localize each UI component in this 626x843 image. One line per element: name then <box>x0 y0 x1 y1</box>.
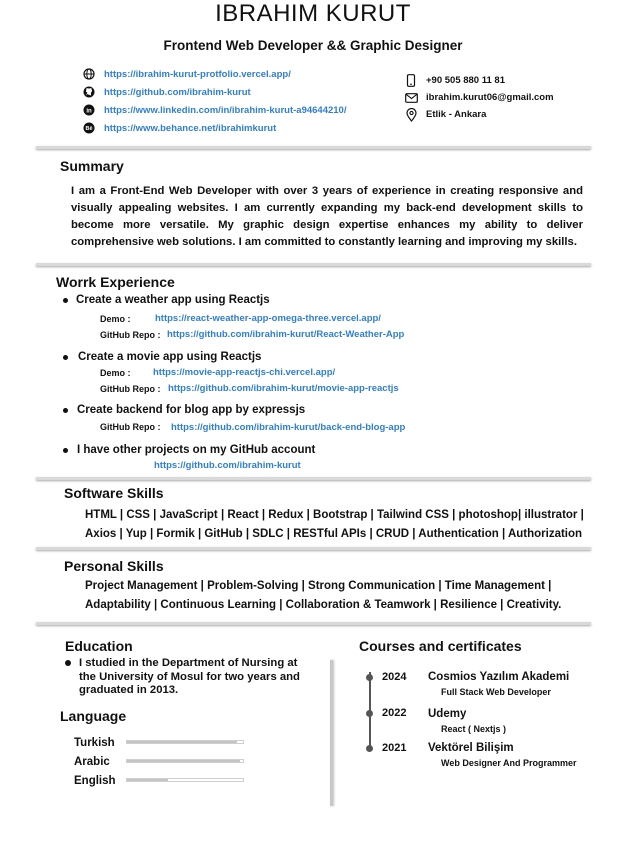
software-skills-heading: Software Skills <box>64 485 164 501</box>
language-list <box>74 733 254 790</box>
github-profile-link[interactable]: https://github.com/ibrahim-kurut <box>154 460 301 471</box>
repo-link[interactable]: https://github.com/ibrahim-kurut/back-end-blog-app <box>171 422 406 433</box>
summary-heading: Summary <box>60 158 124 174</box>
language-row <box>74 733 254 752</box>
experience-item-title <box>63 444 315 456</box>
github-link[interactable]: https://github.com/ibrahim-kurut <box>104 86 251 98</box>
course-title: Vektörel Bilişim <box>428 742 514 754</box>
divider <box>36 477 591 480</box>
bullet-icon <box>63 298 68 303</box>
phone-icon <box>404 74 418 88</box>
contact-list <box>404 72 554 123</box>
experience-title-text: I have other projects on my GitHub account <box>77 444 316 456</box>
language-level-fill <box>127 741 237 743</box>
link-row-github <box>82 83 346 101</box>
portfolio-link[interactable]: https://ibrahim-kurut-protfolio.vercel.app/ <box>104 68 291 80</box>
links-list <box>82 65 346 137</box>
experience-title-text: Create a weather app using Reactjs <box>76 294 270 306</box>
behance-link[interactable]: https://www.behance.net/ibrahimkurut <box>104 122 277 134</box>
location: Etlik - Ankara <box>426 109 487 120</box>
timeline-dot <box>366 745 373 752</box>
demo-label: Demo : <box>100 314 131 324</box>
divider <box>36 622 591 625</box>
education-text: I studied in the Department of Nursing at the University of Mosul for two years and graduated in 2013. <box>79 657 300 696</box>
language-level-bar <box>126 740 244 744</box>
candidate-role: Frontend Web Developer && Graphic Designer <box>163 38 463 53</box>
course-year: 2021 <box>382 742 407 754</box>
svg-text:Bē: Bē <box>85 126 93 133</box>
link-row-portfolio <box>82 65 346 83</box>
language-level-fill <box>127 779 168 781</box>
language-row <box>74 771 254 790</box>
repo-link[interactable]: https://github.com/ibrahim-kurut/React-Weather-App <box>167 329 405 340</box>
language-heading: Language <box>60 708 127 724</box>
experience-item-title <box>63 351 261 363</box>
contact-row-location <box>404 106 554 123</box>
courses-heading: Courses and certificates <box>359 638 522 654</box>
course-title: Udemy <box>428 708 467 720</box>
timeline-dot <box>366 674 373 681</box>
repo-label: GitHub Repo : <box>100 422 161 432</box>
personal-skills-line: Adaptability | Continuous Learning | Collaboration & Teamwork | Resilience | Creativity. <box>85 599 562 611</box>
behance-icon <box>82 121 96 135</box>
bullet-icon <box>65 660 71 666</box>
software-skills-line: Axios | Yup | Formik | GitHub | SDLC | RESTful APIs | CRUD | Authentication | Authorization <box>85 528 583 540</box>
personal-skills-line: Project Management | Problem-Solving | Strong Communication | Time Management | <box>85 580 552 592</box>
experience-title-text: Create backend for blog app by expressjs <box>77 404 306 416</box>
personal-skills-heading: Personal Skills <box>64 558 164 574</box>
course-subtitle: Web Designer And Programmer <box>441 758 577 768</box>
divider <box>36 547 591 550</box>
language-row <box>74 752 254 771</box>
course-title: Cosmios Yazılım Akademi <box>428 671 570 683</box>
bullet-icon <box>63 355 68 360</box>
globe-icon <box>82 67 96 81</box>
education-heading: Education <box>65 638 133 654</box>
column-divider <box>330 660 333 806</box>
course-subtitle: React ( Nextjs ) <box>441 724 507 734</box>
language-level-fill <box>127 760 240 762</box>
course-subtitle: Full Stack Web Developer <box>441 687 551 697</box>
email-address[interactable]: ibrahim.kurut06@gmail.com <box>426 92 554 103</box>
phone-number[interactable]: +90 505 880 11 81 <box>426 75 505 86</box>
github-icon <box>82 85 96 99</box>
demo-link[interactable]: https://react-weather-app-omega-three.vercel.app/ <box>155 313 381 324</box>
svg-text:in: in <box>86 108 92 115</box>
language-name: English <box>74 774 116 787</box>
language-level-bar <box>126 778 244 782</box>
location-pin-icon <box>404 108 418 122</box>
repo-label: GitHub Repo : <box>100 384 161 394</box>
summary-text: I am a Front-End Web Developer with over 3 years of experience in creating responsive and visually appealing websites. I am currently expanding my back-end development skills to become more versatile. My graphic design expertise enhances my ability to deliver comprehensive web solutions. I am committed to constantly learning and improving my skills. <box>71 185 583 248</box>
contact-row-phone <box>404 72 554 89</box>
link-row-behance <box>82 119 346 137</box>
language-level-bar <box>126 759 244 763</box>
linkedin-icon <box>82 103 96 117</box>
candidate-name: IBRAHIM KURUT <box>215 0 411 27</box>
experience-item-title <box>63 294 270 306</box>
timeline-dot <box>366 710 373 717</box>
course-year: 2024 <box>382 671 407 683</box>
contact-row-email <box>404 89 554 106</box>
course-year: 2022 <box>382 707 407 719</box>
language-name: Arabic <box>74 755 110 768</box>
software-skills-line: HTML | CSS | JavaScript | React | Redux | Bootstrap | Tailwind CSS | photoshop| illustrator | <box>85 509 584 521</box>
bullet-icon <box>63 408 68 413</box>
repo-label: GitHub Repo : <box>100 330 161 340</box>
experience-title-text: Create a movie app using Reactjs <box>78 351 262 363</box>
experience-heading: Worrk Experience <box>56 274 175 290</box>
demo-link[interactable]: https://movie-app-reactjs-chi.vercel.app/ <box>153 367 336 378</box>
demo-label: Demo : <box>100 368 131 378</box>
linkedin-link[interactable]: https://www.linkedin.com/in/ibrahim-kurut-a94644210/ <box>104 104 347 116</box>
repo-link[interactable]: https://github.com/ibrahim-kurut/movie-app-reactjs <box>168 383 399 394</box>
experience-item-title <box>63 404 305 416</box>
link-row-linkedin <box>82 101 346 119</box>
language-name: Turkish <box>74 736 115 749</box>
divider <box>36 146 591 149</box>
bullet-icon <box>63 448 68 453</box>
divider <box>36 263 591 266</box>
mail-icon <box>404 91 418 105</box>
